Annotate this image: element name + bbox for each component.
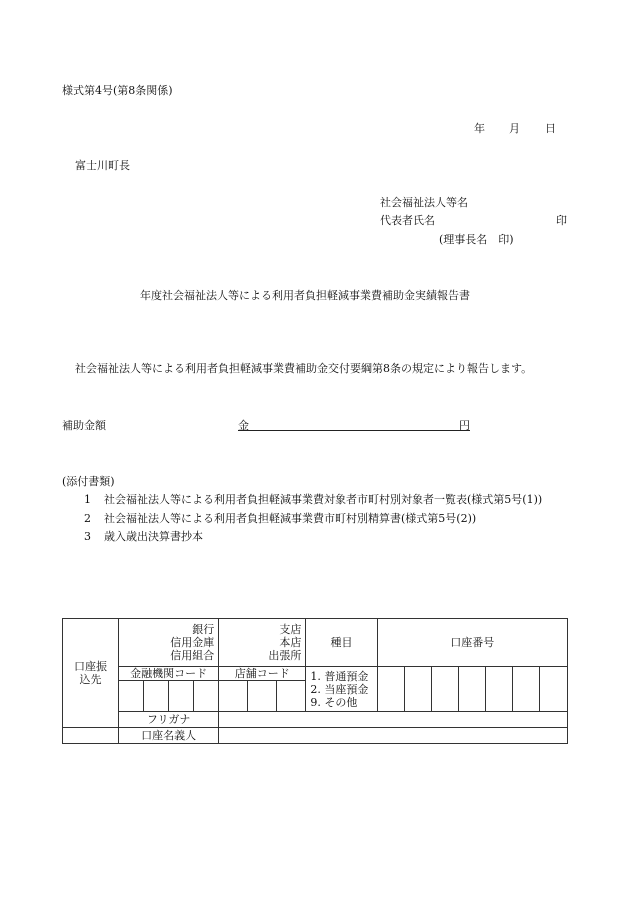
bank-transfer-label-line1: 口座振 [74, 660, 108, 673]
branch-type-option: 出張所 [268, 649, 302, 662]
representative-note: (理事長名 印) [439, 233, 514, 246]
bank-code-digit[interactable] [119, 681, 144, 712]
branch-type-option: 支店 [279, 623, 302, 636]
date-day: 日 [545, 122, 556, 135]
date-year: 年 [474, 122, 485, 135]
date-month: 月 [509, 122, 520, 135]
branch-code-digit[interactable] [277, 681, 306, 712]
account-number-digit[interactable] [512, 667, 539, 712]
attachment-number: 2 [84, 512, 91, 525]
bank-code-digit[interactable] [194, 681, 219, 712]
bank-name-field[interactable] [119, 619, 219, 667]
amount-prefix: 金 [238, 419, 249, 432]
attachment-number: 1 [84, 493, 91, 506]
account-number-digit[interactable] [377, 667, 404, 712]
representative-label: 代表者氏名 [380, 214, 435, 227]
attachment-text: 社会福祉法人等による利用者負担軽減事業費市町村別精算書(様式第5号(2)) [104, 512, 477, 525]
amount-line[interactable] [238, 417, 470, 431]
bank-type-option: 信用金庫 [170, 636, 215, 649]
account-number-digit[interactable] [485, 667, 512, 712]
seal-mark: 印 [556, 214, 567, 227]
account-number-header: 口座番号 [377, 619, 567, 667]
branch-type-option: 本店 [279, 636, 302, 649]
branch-code-label: 店舗コード [219, 667, 306, 681]
bank-type-option: 銀行 [192, 623, 215, 636]
org-name-label: 社会福祉法人等名 [380, 196, 468, 209]
amount-unit: 円 [459, 419, 470, 432]
bank-transfer-table [62, 618, 568, 744]
attachments-heading: (添付書類) [62, 475, 115, 488]
bank-code-digit[interactable] [169, 681, 194, 712]
bank-type-option: 信用組合 [170, 649, 215, 662]
attachment-item [84, 510, 476, 526]
bank-code-digit[interactable] [144, 681, 169, 712]
attachment-item [84, 491, 542, 507]
account-number-digit[interactable] [539, 667, 567, 712]
attachment-text: 歳入歳出決算書抄本 [104, 530, 203, 543]
bank-transfer-label [63, 619, 119, 728]
account-holder-label: 口座名義人 [119, 728, 219, 744]
attachment-item [84, 528, 203, 544]
account-type-option: 2. 当座預金 [310, 682, 369, 696]
addressee: 富士川町長 [75, 159, 130, 172]
account-number-digit[interactable] [458, 667, 485, 712]
bank-transfer-label-line2: 込先 [79, 673, 102, 686]
attachment-number: 3 [84, 530, 91, 543]
account-type-header: 種目 [306, 619, 377, 667]
form-number: 様式第4号(第8条関係) [62, 84, 173, 97]
branch-code-digit[interactable] [248, 681, 277, 712]
amount-label: 補助金額 [62, 419, 106, 432]
body-text: 社会福祉法人等による利用者負担軽減事業費補助金交付要綱第8条の規定により報告します。 [75, 362, 533, 375]
account-holder-field[interactable] [219, 728, 568, 744]
bank-code-label: 金融機関コード [119, 667, 219, 681]
furigana-label: フリガナ [119, 712, 219, 728]
account-type-option: 1. 普通預金 [310, 669, 369, 683]
attachment-text: 社会福祉法人等による利用者負担軽減事業費対象者市町村別対象者一覧表(様式第5号(1)) [104, 493, 543, 506]
account-type-options[interactable] [306, 667, 377, 712]
branch-code-digit[interactable] [219, 681, 248, 712]
account-number-digit[interactable] [404, 667, 431, 712]
furigana-field[interactable] [219, 712, 568, 728]
document-title: 年度社会福祉法人等による利用者負担軽減事業費補助金実績報告書 [140, 289, 470, 302]
empty-cell [63, 728, 119, 744]
account-number-digit[interactable] [431, 667, 458, 712]
account-type-option: 9. その他 [310, 695, 358, 709]
branch-name-field[interactable] [219, 619, 306, 667]
